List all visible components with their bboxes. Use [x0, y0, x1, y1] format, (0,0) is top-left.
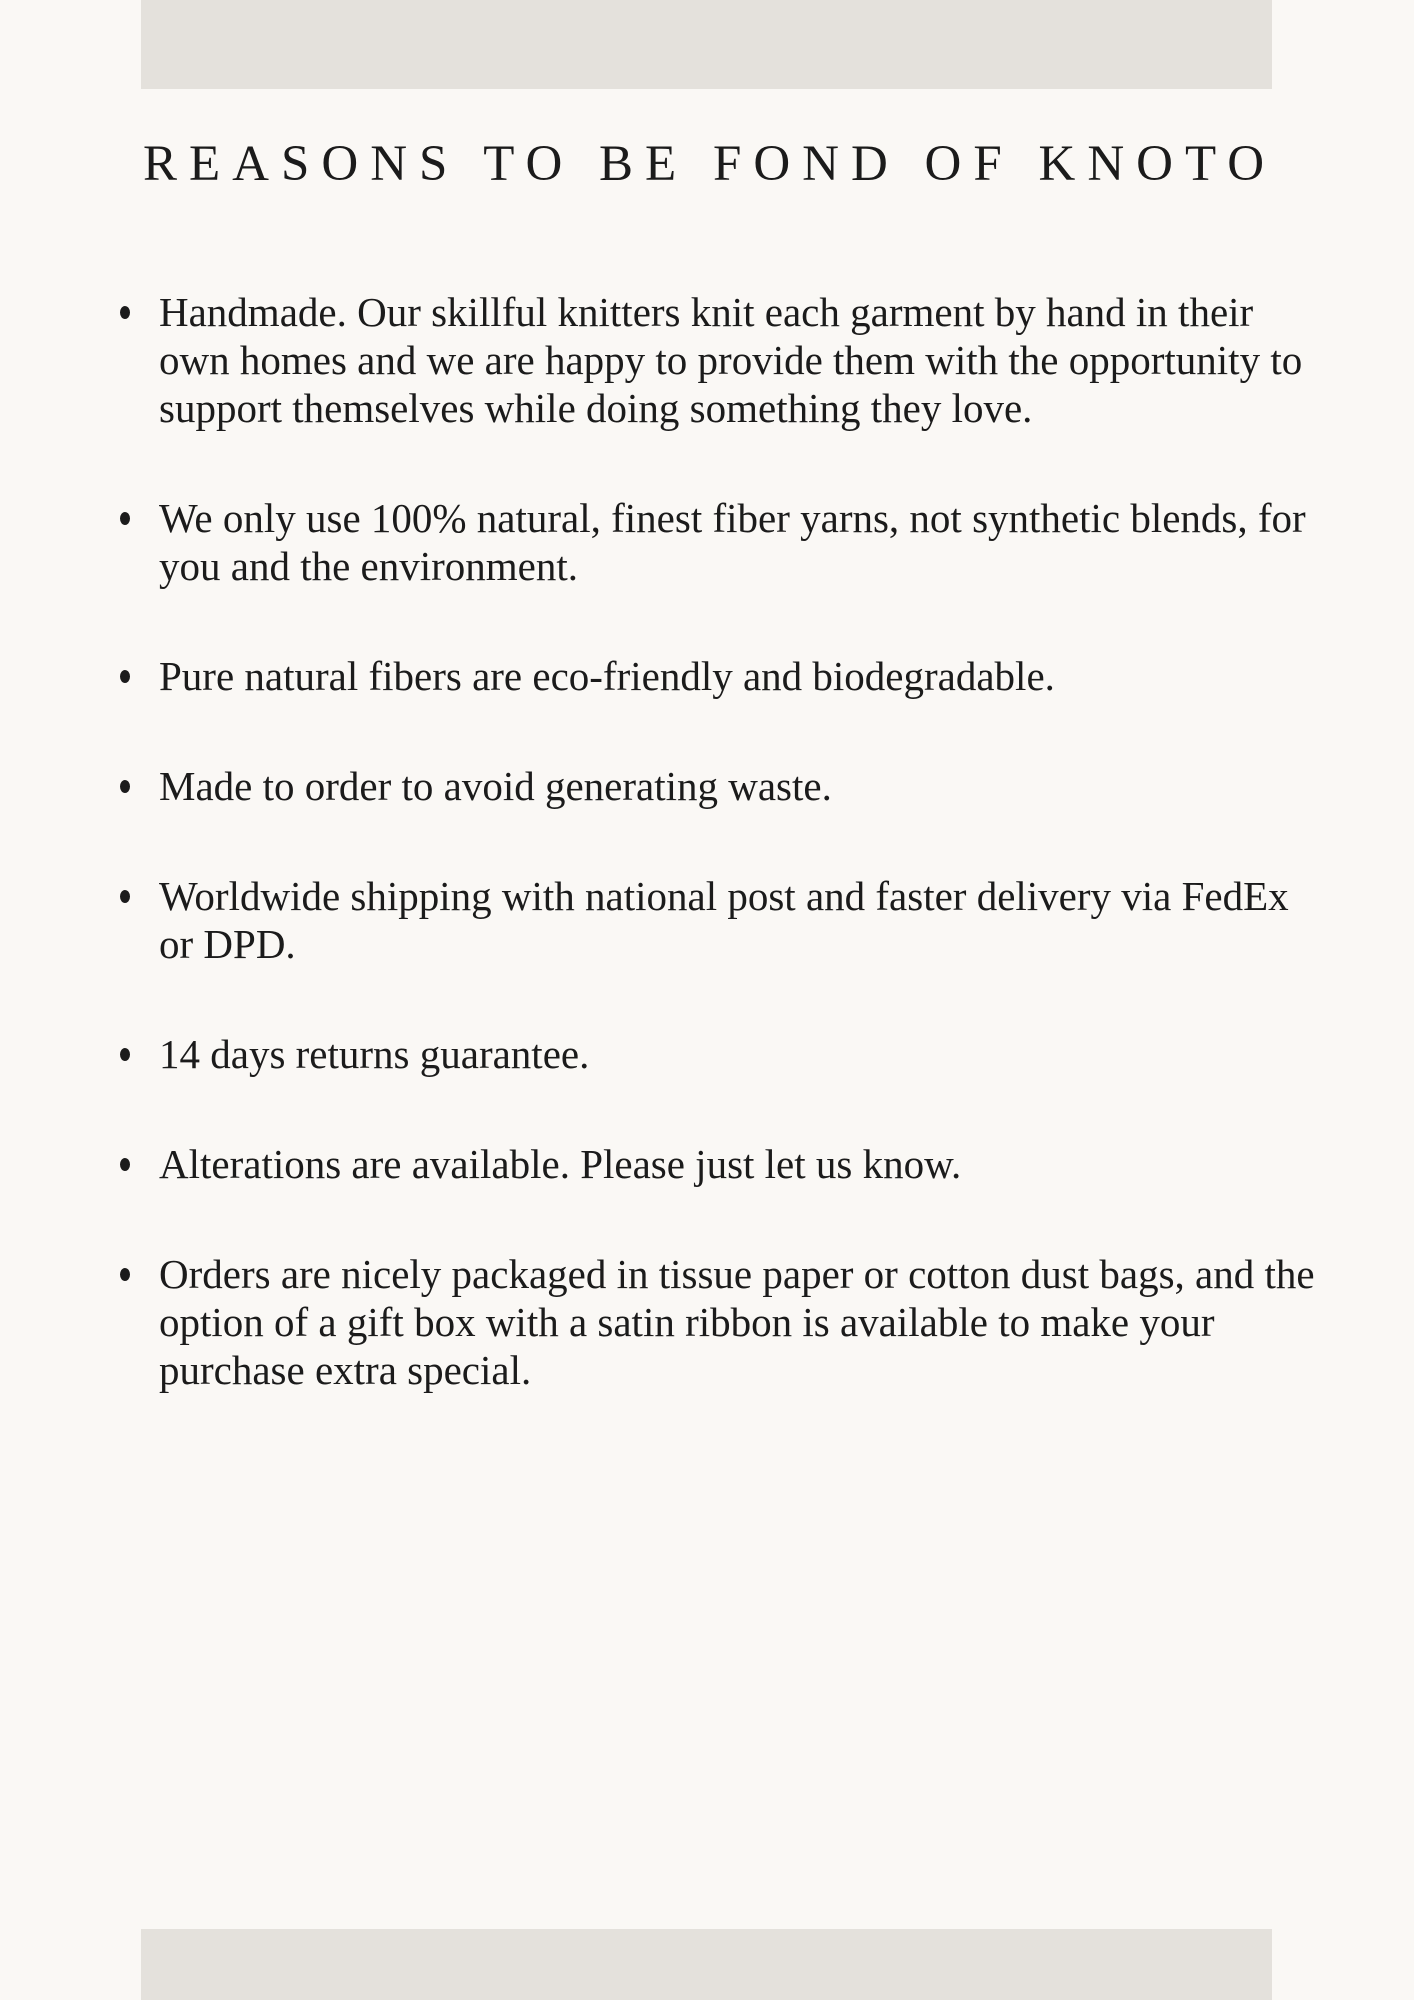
list-item: [120, 652, 1353, 700]
list-item: [120, 494, 1353, 590]
list-item: [120, 1250, 1353, 1394]
bullet-dot-icon: [120, 670, 130, 683]
list-item: [120, 288, 1353, 432]
bullet-dot-icon: [120, 1268, 130, 1281]
list-item-text: 14 days returns guarantee.: [159, 1031, 590, 1077]
bullet-dot-icon: [120, 780, 130, 793]
page-title: REASONS TO BE FOND OF KNOTO: [143, 136, 1277, 192]
list-item-text: Orders are nicely packaged in tissue paper or cotton dust bags, and the option of a gift box with a satin ribbon is available to make your purchase extra special.: [159, 1251, 1315, 1393]
bullet-dot-icon: [120, 512, 130, 525]
bullet-list: [120, 288, 1353, 1394]
list-item-text: Handmade. Our skillful knitters knit each garment by hand in their own homes and we are happy to provide them with the opportunity to support themselves while doing something they love.: [159, 289, 1303, 431]
bottom-decorative-band: [141, 1929, 1272, 2000]
content-area: [141, 0, 1353, 1394]
list-item: [120, 1140, 1353, 1188]
list-item: [120, 762, 1353, 810]
list-item-text: Made to order to avoid generating waste.: [159, 763, 832, 809]
bullet-dot-icon: [120, 1048, 130, 1061]
bullet-dot-icon: [120, 1158, 130, 1171]
list-item: [120, 872, 1353, 968]
list-item-text: Worldwide shipping with national post and faster delivery via FedEx or DPD.: [159, 873, 1289, 967]
bullet-dot-icon: [120, 306, 130, 319]
list-item-text: We only use 100% natural, finest fiber yarns, not synthetic blends, for you and the environment.: [159, 495, 1306, 589]
list-item-text: Alterations are available. Please just let us know.: [159, 1141, 962, 1187]
list-item: [120, 1030, 1353, 1078]
list-item-text: Pure natural fibers are eco-friendly and biodegradable.: [159, 653, 1055, 699]
bullet-dot-icon: [120, 890, 130, 903]
